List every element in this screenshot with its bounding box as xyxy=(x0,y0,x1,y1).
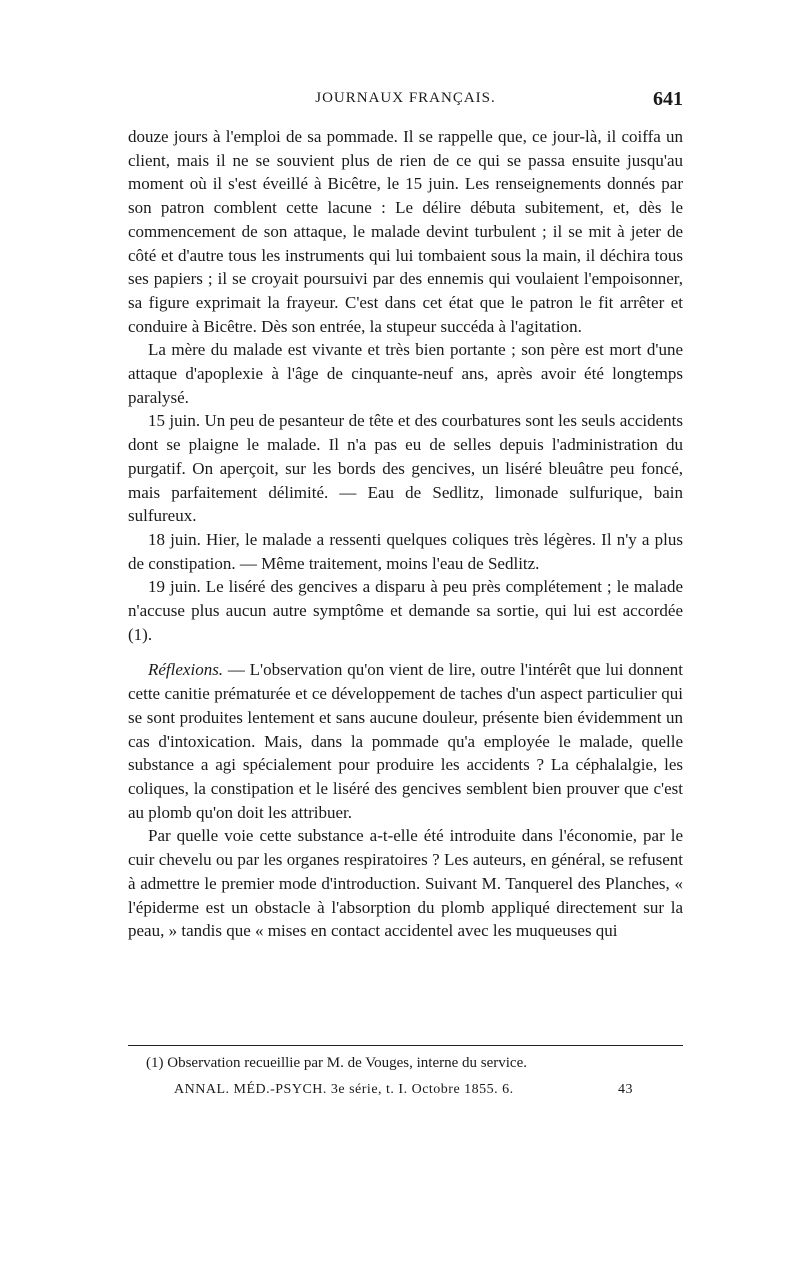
reflexions-text: — L'observation qu'on vient de lire, outre l'intérêt que lui donnent cette canitie prématurée et ce développement de taches d'un aspect particulier qui se sont produites lentement et sans aucune douleur, présente bien évidemment un cas d'intoxication. Mais, dans la pommade qu'a employée le malade, quelle substance a agi spécialement pour produire les accidents ? La céphalalgie, les coliques, la constipation et le liséré des gencives semblent bien prouver que c'est au plomb qu'on doit les attribuer. xyxy=(128,660,683,822)
page-number: 641 xyxy=(653,88,683,110)
paragraph-june-18: 18 juin. Hier, le malade a ressenti quelques coliques très légères. Il n'y a plus de constipation. — Même traitement, moins l'eau de Sedlitz. xyxy=(128,529,683,573)
body-text xyxy=(128,125,683,943)
footnote-block xyxy=(128,1053,683,1100)
signature-sheet-number: 43 xyxy=(618,1082,633,1097)
paragraph-june-19: 19 juin. Le liséré des gencives a disparu à peu près complétement ; le malade n'accuse plus aucun autre symptôme et demande sa sortie, qui lui est accordée (1). xyxy=(128,577,683,644)
footnote-divider xyxy=(128,1045,683,1046)
footnote: (1) Observation recueillie par M. de Vouges, interne du service. xyxy=(146,1055,527,1071)
reflexions-lead: Réflexions. xyxy=(148,660,224,680)
paragraph-absorption: Par quelle voie cette substance a-t-elle été introduite dans l'économie, par le cuir chevelu ou par les organes respiratoires ? Les auteurs, en général, se refusent à admettre le premier mode d'introduction. Suivant M. Tanquerel des Planches, « l'épiderme est un obstacle à l'absorption du plomb appliqué directement sur la peau, » tandis que « mises en contact accidentel avec les muqueuses qui xyxy=(128,826,683,941)
paragraph-june-15: 15 juin. Un peu de pesanteur de tête et des courbatures sont les seuls accidents dont se plaigne le malade. Il n'a pas eu de selles depuis l'administration du purgatif. On aperçoit, sur les bords des gencives, un liséré bleuâtre peu foncé, mais parfaitement délimité. — Eau de Sedlitz, limonade sulfurique, bain sulfureux. xyxy=(128,411,683,526)
page-header xyxy=(128,88,683,118)
signature-line xyxy=(128,1080,683,1100)
paragraph-reflexions xyxy=(128,658,683,824)
paragraph-continuation: douze jours à l'emploi de sa pommade. Il se rappelle que, ce jour-là, il coiffa un client, mais il ne se souvient plus de rien de ce qui se passa ensuite jusqu'au moment où il s'est éveillé à Bicêtre, le 15 juin. Les renseignements donnés par son patron comblent cette lacune : Le délire débuta subitement, et, dès le commencement de son attaque, le malade devint turbulent ; il se mit à jeter de côté et d'autre tous les instruments qui lui tombaient sous la main, il déchira tous ses papiers ; il se croyait poursuivi par des ennemis qui voulaient l'empoisonner, sa figure exprimait la frayeur. C'est dans cet état que le patron le fit arrêter et conduire à Bicêtre. Dès son entrée, la stupeur succéda à l'agitation. xyxy=(128,127,683,336)
paragraph-family-history: La mère du malade est vivante et très bien portante ; son père est mort d'une attaque d'apoplexie à l'âge de cinquante-neuf ans, après avoir été longtemps paralysé. xyxy=(128,340,683,407)
running-title: JOURNAUX FRANÇAIS. xyxy=(315,90,496,106)
signature-journal: ANNAL. MÉD.-PSYCH. 3e série, t. I. Octobre 1855. 6. xyxy=(174,1082,514,1097)
